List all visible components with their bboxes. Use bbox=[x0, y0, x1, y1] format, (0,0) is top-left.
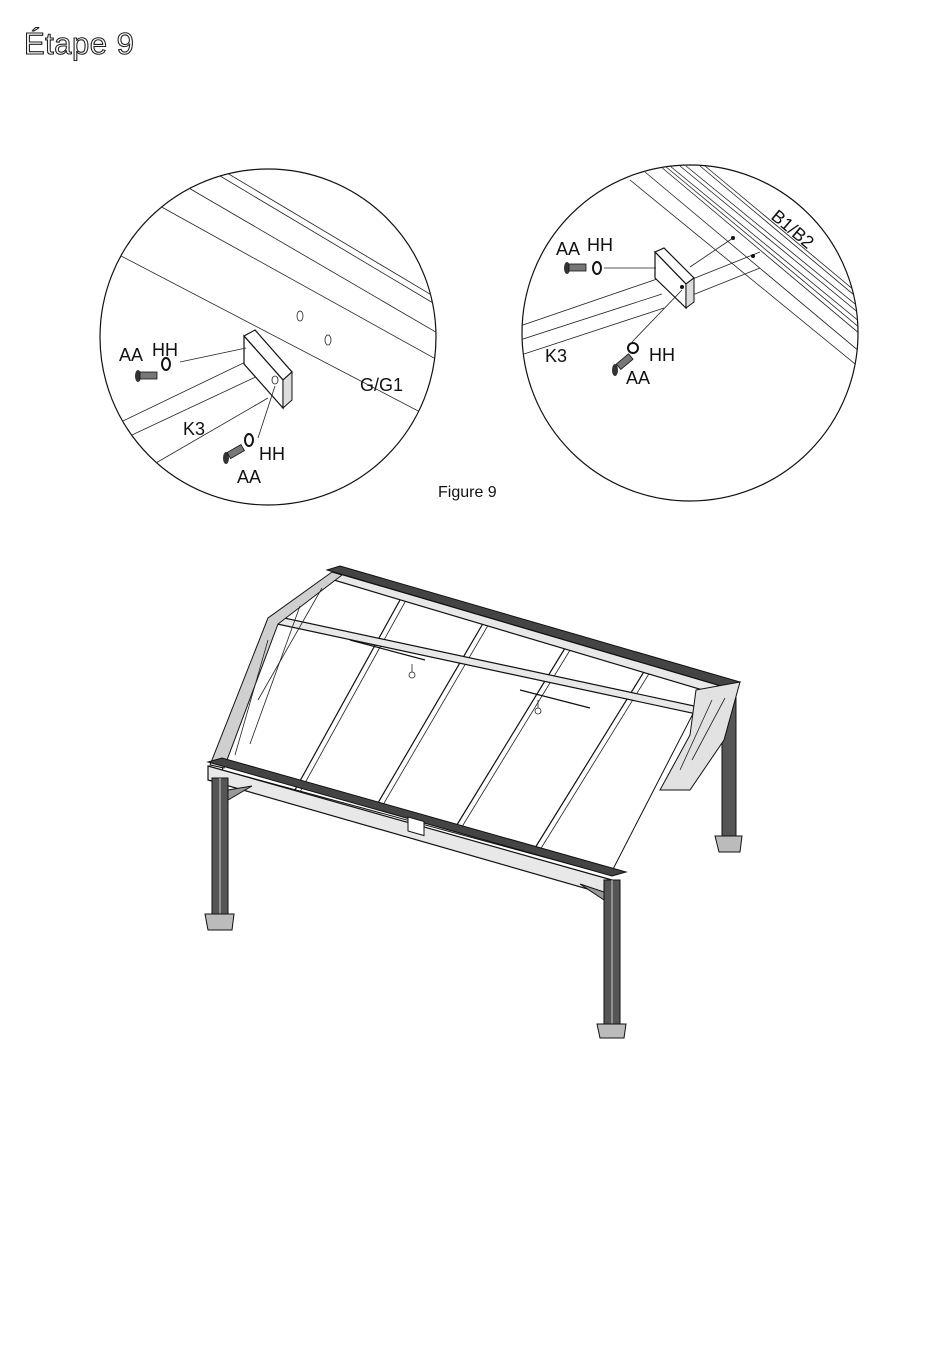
detail-left-screw-bottom-icon bbox=[223, 445, 244, 464]
detail-left-hole bbox=[325, 335, 331, 345]
detail-left-bracket-arm bbox=[100, 356, 268, 478]
label-beam-left: G/G1 bbox=[360, 375, 404, 395]
post-front-right bbox=[580, 880, 626, 1038]
detail-right-plate bbox=[655, 248, 694, 308]
detail-right-screw-top-icon bbox=[564, 262, 586, 274]
detail-left-hole bbox=[297, 311, 303, 321]
label-bracket-left: K3 bbox=[183, 419, 206, 439]
page-title: Étape 9 bbox=[24, 26, 135, 61]
detail-right-frame bbox=[522, 165, 858, 501]
label-washer-top-left: HH bbox=[152, 340, 178, 360]
label-washer-top-right: HH bbox=[587, 235, 613, 255]
detail-right-washer-bottom-icon bbox=[628, 343, 638, 353]
label-screw-top-right: AA bbox=[556, 239, 581, 259]
figure-caption: Figure 9 bbox=[438, 484, 497, 501]
detail-right-bracket-arm bbox=[520, 252, 760, 354]
label-screw-top-left: AA bbox=[119, 345, 144, 365]
label-washer-bottom-left: HH bbox=[259, 444, 285, 464]
label-beam-right: B1/B2 bbox=[767, 205, 818, 253]
gazebo-assembly bbox=[205, 566, 742, 1038]
detail-left-screw-top-icon bbox=[135, 370, 157, 382]
detail-right-washer-top-icon bbox=[593, 262, 601, 274]
label-screw-bottom-left: AA bbox=[237, 467, 262, 487]
post-front-left bbox=[205, 778, 252, 930]
detail-right bbox=[520, 165, 860, 501]
detail-right-hole bbox=[751, 254, 755, 258]
label-bracket-right: K3 bbox=[545, 346, 568, 366]
label-washer-bottom-right: HH bbox=[649, 345, 675, 365]
detail-left bbox=[100, 169, 470, 505]
detail-left-washer-bottom-icon bbox=[245, 434, 253, 446]
label-screw-bottom-right: AA bbox=[626, 368, 651, 388]
